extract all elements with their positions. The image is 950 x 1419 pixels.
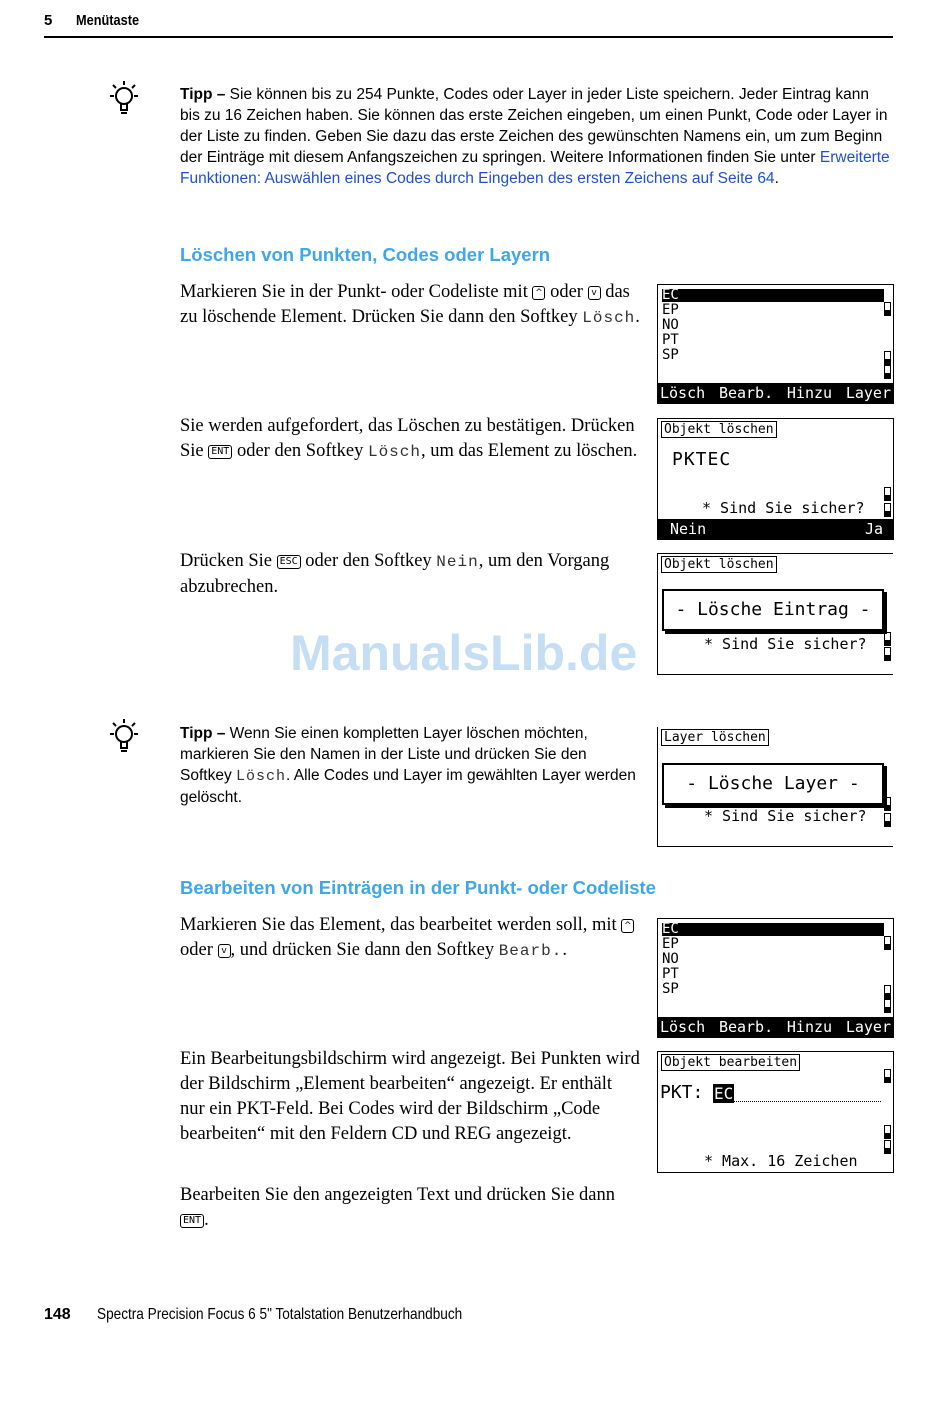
deleting-layer-popup: - Lösche Layer - (662, 763, 884, 805)
tip-text: Wenn Sie einen kompletten Layer löschen möchten, markieren Sie den Namen in der Liste und drücken Sie den Softkey (180, 725, 588, 784)
text: Drücken Sie (180, 551, 277, 571)
down-arrow-key-icon: v (588, 286, 601, 300)
list-item[interactable]: EP (662, 936, 679, 952)
selection-highlight (662, 289, 884, 302)
scroll-indicator-icon (884, 936, 891, 950)
softkey-name: Lösch (236, 768, 287, 785)
object-name: PKTEC (672, 449, 732, 470)
battery-icon (884, 365, 891, 379)
enter-key-icon: ENT (180, 1214, 204, 1228)
paragraph-select-delete (180, 280, 645, 331)
softkey-delete[interactable]: Lösch (660, 1018, 706, 1036)
screen-title: Objekt löschen (661, 556, 777, 573)
chapter-number: 5 (44, 12, 53, 29)
screen-title: Objekt löschen (661, 421, 777, 438)
tip-label: Tipp – (180, 86, 230, 103)
list-item[interactable]: SP (662, 347, 679, 363)
confirm-question: * Sind Sie sicher? (704, 807, 867, 825)
page-number: 148 (44, 1306, 71, 1323)
screen-title: Objekt bearbeiten (661, 1054, 800, 1071)
lightbulb-icon (106, 79, 142, 119)
text: Markieren Sie in der Punkt- oder Codeliste mit (180, 282, 533, 302)
list-item[interactable]: PT (662, 966, 679, 982)
list-item[interactable]: EP (662, 302, 679, 318)
softkey-name: Bearb. (498, 942, 563, 960)
down-arrow-key-icon: v (218, 944, 231, 958)
list-item[interactable]: SP (662, 981, 679, 997)
screen-title: Layer löschen (661, 729, 769, 746)
lcd-edit-screen (657, 1051, 894, 1173)
document-title: Spectra Precision Focus 6 5" Totalstation Benutzerhandbuch (97, 1306, 463, 1323)
text: . (204, 1210, 209, 1230)
text: , um den Vorgang abzubrechen. (180, 551, 610, 597)
lightbulb-icon (106, 717, 142, 757)
confirm-question: * Sind Sie sicher? (704, 635, 867, 653)
escape-key-icon: ESC (277, 555, 301, 569)
lcd-layer-delete-screen (657, 727, 893, 847)
tip-paragraph (180, 84, 890, 189)
text: oder (180, 940, 218, 960)
battery-icon (884, 632, 891, 646)
battery-icon (884, 487, 891, 501)
lcd-delete-confirm-screen (657, 418, 894, 540)
text: das zu löschende Element. Drücken Sie dann den Softkey (180, 282, 630, 327)
text: Bearbeiten Sie den angezeigten Text und drücken Sie dann (180, 1185, 616, 1205)
confirm-question: * Sind Sie sicher? (702, 499, 865, 517)
lcd-list-screen (657, 284, 894, 404)
selection-highlight (662, 923, 884, 936)
field-value: EC (714, 1084, 734, 1103)
field-label: PKT: (660, 1082, 704, 1103)
softkey-layer[interactable]: Layer (845, 384, 891, 402)
list-item[interactable]: NO (662, 951, 679, 967)
list-item[interactable]: EC (662, 921, 679, 937)
text: , und drücken Sie dann den Softkey (230, 940, 499, 960)
paragraph-confirm-edit (180, 1183, 640, 1233)
paragraph-cancel (180, 549, 640, 600)
softkey-layer[interactable]: Layer (845, 1018, 891, 1036)
tip-label: Tipp – (180, 725, 230, 742)
scroll-indicator-icon (884, 302, 891, 316)
section-heading-delete: Löschen von Punkten, Codes oder Layern (180, 244, 551, 265)
battery-icon (884, 999, 891, 1013)
softkey-bar (658, 383, 893, 403)
softkey-bar (658, 519, 893, 539)
enter-key-icon: ENT (208, 445, 232, 459)
up-arrow-key-icon: ^ (532, 286, 545, 300)
softkey-yes[interactable]: Ja (864, 520, 883, 538)
text: , um das Element zu löschen. (420, 441, 638, 461)
section-heading-edit: Bearbeiten von Einträgen in der Punkt- oder Codeliste (180, 877, 656, 898)
text: Markieren Sie das Element, das bearbeitet werden soll, mit (180, 915, 622, 935)
text: oder den Softkey (232, 441, 368, 461)
tip-paragraph (180, 723, 642, 808)
cross-reference-link[interactable]: Erweiterte Funktionen: Auswählen eines Codes durch Eingeben des ersten Zeichens auf Seite 64 (180, 149, 890, 187)
deleting-popup: - Lösche Eintrag - (662, 589, 884, 631)
softkey-edit[interactable]: Bearb. (718, 1018, 774, 1036)
text: . (562, 940, 567, 960)
softkey-bar (658, 1017, 893, 1037)
battery-icon (884, 797, 891, 811)
header-rule (44, 36, 893, 38)
tip-text: . Alle Codes und Layer im gewählten Layer werden gelöscht. (180, 767, 636, 806)
battery-icon (884, 1125, 891, 1139)
battery-icon (884, 985, 891, 999)
battery-icon (884, 503, 891, 517)
softkey-add[interactable]: Hinzu (786, 384, 833, 402)
battery-icon (884, 1140, 891, 1154)
text: . (635, 307, 640, 327)
softkey-delete[interactable]: Lösch (660, 384, 706, 402)
pkt-input-field[interactable] (713, 1084, 881, 1102)
softkey-add[interactable]: Hinzu (786, 1018, 833, 1036)
lcd-list-screen (657, 918, 894, 1038)
paragraph-confirm-delete (180, 414, 640, 465)
scroll-indicator-icon (884, 1069, 891, 1083)
softkey-no[interactable]: Nein (670, 520, 707, 538)
battery-icon (884, 813, 891, 827)
softkey-name: Lösch (582, 309, 636, 327)
chapter-title: Menütaste (76, 12, 140, 29)
list-item[interactable]: EC (662, 287, 679, 303)
paragraph-edit-screen: Ein Bearbeitungsbildschirm wird angezeigt. Bei Punkten wird der Bildschirm „Element bearbeiten“ angezeigt. Er enthält nur ein PKT-Feld. Bei Codes wird der Bildschirm „Code bearbeiten“ mit den Feldern CD und REG angezeigt. (180, 1049, 640, 1144)
battery-icon (884, 351, 891, 365)
tip-end: . (774, 170, 779, 187)
watermark: ManualsLib.de (290, 625, 638, 681)
lcd-deleting-screen (657, 553, 893, 675)
text: oder den Softkey (300, 551, 437, 571)
text: Sie werden aufgefordert, das Löschen zu bestätigen. Drücken Sie (180, 416, 635, 461)
battery-icon (884, 647, 891, 661)
list-item[interactable]: PT (662, 332, 679, 348)
tip-text: Sie können bis zu 254 Punkte, Codes oder Layer in jeder Liste speichern. Jeder Eintrag kann bis zu 16 Zeichen haben. Sie können das erste Zeichen eingeben, um einen Punkt, Code oder Layer in der Liste zu finden. Geben Sie dazu das erste Zeichen des gewünschten Namens ein, um zum Beginn der Einträge mit diesem Anfangszeichen zu springen. Weitere Informationen finden Sie unter (180, 86, 888, 166)
text: oder (545, 282, 588, 302)
softkey-name: Nein (436, 553, 479, 571)
up-arrow-key-icon: ^ (621, 919, 634, 933)
softkey-name: Lösch (367, 443, 421, 461)
list-item[interactable]: NO (662, 317, 679, 333)
max-chars-note: * Max. 16 Zeichen (704, 1152, 858, 1170)
softkey-edit[interactable]: Bearb. (718, 384, 774, 402)
paragraph-select-edit (180, 913, 645, 964)
